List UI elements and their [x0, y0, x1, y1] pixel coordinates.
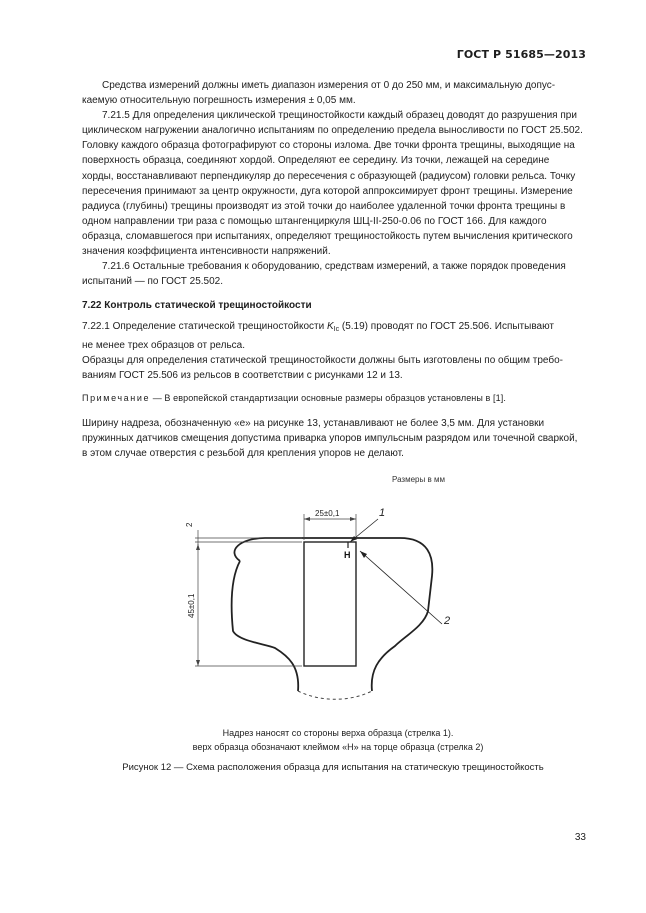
paragraph-7-22-1 [82, 319, 588, 352]
rail-head-outline [232, 538, 433, 691]
figure-caption: Рисунок 12 — Схема расположения образца для испытания на статическую трещиностойкость [122, 762, 544, 773]
section-heading: 7.22 Контроль статической трещиностойкости [82, 300, 312, 312]
text-line: одном направлении три раза с помощью штангенциркуля ШЦ-II-250-0.06 по ГОСТ 166. Для каждого [82, 215, 547, 227]
text-line: 7.21.5 Для определения циклической трещиностойкости каждый образец доводят до разрушения при [102, 110, 577, 122]
dim-top-label: 2 [185, 522, 194, 527]
text-line: Средства измерений должны иметь диапазон измерения от 0 до 250 мм, и максимальную допус- [102, 80, 556, 91]
k-subscript: Ic [333, 326, 340, 334]
text-line: циклическом нагружении аналогично испытаниям по определению предела выносливости по ГОСТ 25.502. [82, 125, 583, 137]
arrow-2-label: 2 [444, 615, 451, 627]
web-dashed-line [298, 691, 372, 699]
arrowhead [196, 544, 200, 550]
text-line: поверхность образца, соединяют хордой. Определяют ее середину. Из точки, лежащей на середине [82, 155, 550, 167]
text-line: значения коэффициента интенсивности напряжений. [82, 246, 331, 258]
text-fragment: (5.19) проводят по ГОСТ 25.506. Испытывают [339, 321, 554, 333]
text-line: Ширину надреза, обозначенную «e» на рисунке 13, устанавливают не более 3,5 мм. Для установки [82, 417, 545, 429]
paragraph-7-21-6 [82, 259, 588, 289]
text-line: не менее трех образцов от рельса. [82, 339, 246, 351]
arrowhead [304, 517, 310, 521]
text-line: каемую относительную погрешность измерения ± 0,05 мм. [82, 95, 356, 107]
paragraph-notch-width [82, 416, 588, 461]
text-line: в этом случае отверстия с резьбой для крепления упоров не делают. [82, 448, 404, 460]
units-label: Размеры в мм [392, 475, 445, 484]
paragraph-specimens [82, 353, 588, 383]
text-line: пересечения принимают за центр окружности, дуга которой аппроксимирует фронт трещины. Измерение [82, 185, 573, 197]
arrowhead [350, 517, 356, 521]
dim-height-label: 45±0,1 [187, 593, 196, 618]
text-line: образца, сломавшегося при испытаниях, определяют трещиностойкость путем вычисления критического [82, 230, 573, 242]
text-line: Образцы для определения статической трещиностойкости должны быть изготовлены по общим требо- [82, 354, 564, 366]
arrow-1-label: 1 [379, 507, 386, 519]
specimen-rectangle [304, 542, 356, 666]
dim-width-label: 25±0,1 [315, 509, 340, 518]
arrowhead [196, 660, 200, 666]
figure-note-line: Надрез наносят со стороны верха образца (стрелка 1). [222, 728, 454, 738]
text-line: пружинных датчиков смещения допустима приварка упоров импульсным разрядом или точечной сваркой, [82, 432, 578, 444]
text-line: радиуса (глубины) трещины производят из этой точки до наиболее удаленной точки фронта трещины в [82, 200, 566, 212]
text-line: 7.21.6 Остальные требования к оборудованию, средствам измерений, а также порядок проведения [102, 261, 566, 273]
body-text [82, 78, 588, 461]
marker-h: Н [344, 550, 351, 560]
text-fragment: 7.22.1 Определение статической трещиностойкости [82, 321, 327, 333]
note-text: — В европейской стандартизации основные размеры образцов установлены в [1]. [150, 392, 506, 403]
figure-note-line: верх образца обозначают клеймом «Н» на торце образца (стрелка 2) [192, 741, 484, 752]
k-symbol: K [326, 321, 334, 333]
arrow-2-line [360, 551, 442, 624]
paragraph-7-21-5 [82, 108, 588, 259]
figure-note [150, 727, 526, 754]
rail-specimen-diagram [170, 466, 480, 716]
text-line [82, 319, 588, 337]
standard-header: ГОСТ Р 51685—2013 [456, 48, 586, 61]
note-label: Примечание [82, 392, 151, 403]
text-line: Головку каждого образца фотографируют со стороны излома. Две точки фронта трещины, выходящие на [82, 140, 575, 152]
text-line: ваниям ГОСТ 25.506 из рельсов в соответствии с рисунками 12 и 13. [82, 369, 403, 381]
paragraph-measuring-instruments [82, 78, 588, 108]
text-line: испытаний — по ГОСТ 25.502. [82, 276, 223, 288]
page-number: 33 [574, 832, 586, 843]
arrowhead [360, 551, 367, 558]
note [82, 391, 588, 406]
text-line: хорды, восстанавливают перпендикуляр до пересечения с образующей (радиусом) головки рельса. Точку [82, 170, 576, 182]
